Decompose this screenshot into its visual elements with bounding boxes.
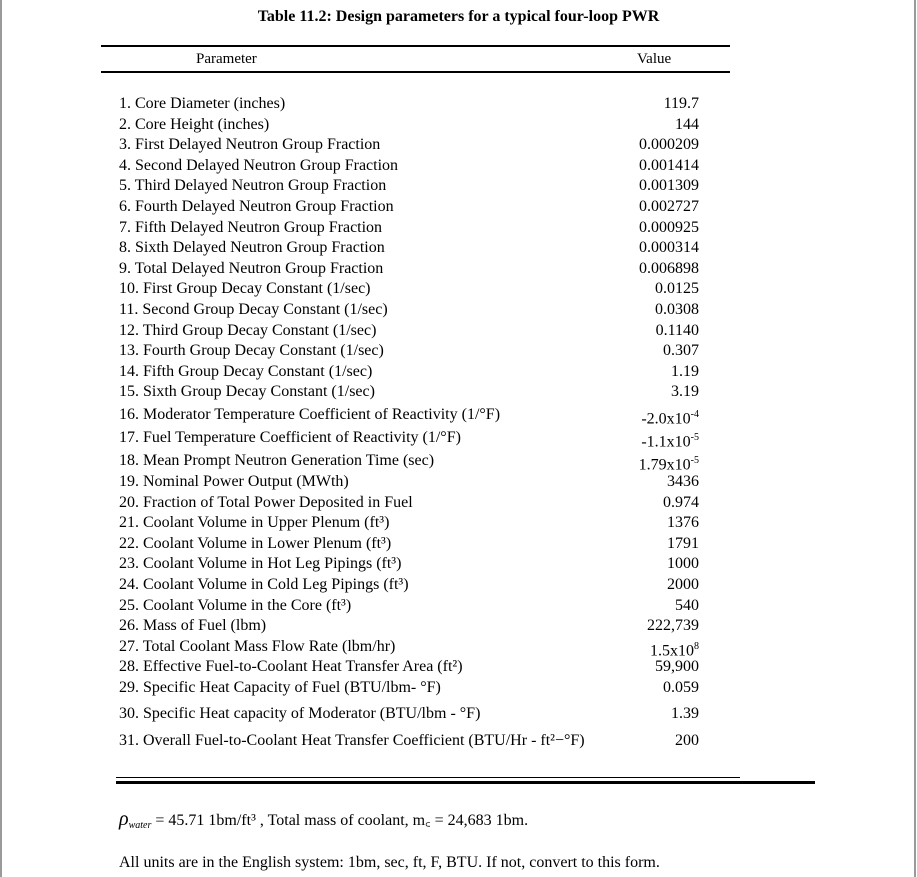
table-row	[119, 321, 699, 341]
table-row	[119, 657, 699, 677]
value-exponent: -5	[690, 432, 699, 444]
parameter-label: 17. Fuel Temperature Coefficient of Reactivity (1/°F)	[119, 429, 461, 447]
parameter-value: 1000	[667, 555, 699, 573]
parameter-label: 5. Third Delayed Neutron Group Fraction	[119, 177, 387, 195]
rho-subscript: water	[128, 820, 152, 831]
parameter-label: 24. Coolant Volume in Cold Leg Pipings (ft³)	[119, 576, 409, 593]
table-row	[119, 616, 699, 636]
table-row	[119, 405, 699, 428]
table-row	[119, 115, 699, 135]
parameter-value: 0.059	[663, 679, 699, 696]
parameter-value: 3436	[667, 473, 699, 490]
column-header-value: Value	[637, 51, 672, 67]
parameter-label: 20. Fraction of Total Power Deposited in Fuel	[119, 493, 413, 511]
table-row	[119, 575, 699, 595]
parameter-value: 0.1140	[655, 321, 699, 339]
parameter-label: 11. Second Group Decay Constant (1/sec)	[119, 301, 388, 318]
value-mantissa: -2.0x10	[641, 410, 691, 428]
table-row	[119, 554, 699, 574]
table-top-rule	[101, 45, 730, 47]
table-row	[119, 156, 699, 176]
table-row	[119, 341, 699, 361]
parameter-label: 2. Core Height (inches)	[119, 115, 270, 133]
table-row	[119, 94, 699, 114]
value-mantissa: -1.1x10	[641, 433, 691, 451]
parameter-value: 540	[675, 596, 699, 614]
parameter-value: 2000	[667, 576, 699, 593]
parameter-value: 0.001309	[639, 177, 699, 195]
parameter-label: 26. Mass of Fuel (lbm)	[119, 617, 267, 635]
value-exponent: -4	[690, 409, 699, 421]
parameter-label: 9. Total Delayed Neutron Group Fraction	[119, 259, 384, 277]
table-title: Table 11.2: Design parameters for a typical four-loop PWR	[257, 8, 660, 25]
table-row	[119, 513, 699, 533]
parameter-label: 12. Third Group Decay Constant (1/sec)	[119, 321, 377, 339]
parameter-label: 8. Sixth Delayed Neutron Group Fraction	[119, 239, 385, 257]
table-row	[119, 451, 699, 474]
units-note: All units are in the English system: 1bm, sec, ft, F, BTU. If not, convert to this form.	[119, 854, 660, 871]
page-left-edge	[0, 0, 2, 877]
table-row	[119, 176, 699, 196]
parameter-value: 3.19	[671, 383, 699, 401]
parameter-value: 0.0125	[655, 280, 699, 298]
table-bottom-rule-thin	[116, 777, 740, 778]
table-row	[119, 300, 699, 320]
parameter-label: 21. Coolant Volume in Upper Plenum (ft³)	[119, 514, 390, 532]
parameter-label: 15. Sixth Group Decay Constant (1/sec)	[119, 383, 375, 401]
parameter-value: 0.000925	[639, 218, 699, 236]
parameter-value: 1.39	[671, 705, 699, 722]
density-note-text: = 45.71 1bm/ft³ , Total mass of coolant, m꜀ = 24,683 1bm.	[155, 812, 529, 829]
parameter-label: 7. Fifth Delayed Neutron Group Fraction	[119, 218, 383, 236]
parameter-label: 14. Fifth Group Decay Constant (1/sec)	[119, 362, 373, 380]
parameter-value: 59,900	[655, 658, 699, 676]
header-bottom-rule	[101, 71, 730, 73]
parameter-value: 0.006898	[639, 259, 699, 277]
table-row	[119, 238, 699, 258]
table-row	[119, 428, 699, 451]
column-header-parameter: Parameter	[196, 51, 257, 67]
value-mantissa: 1.5x10	[650, 642, 694, 660]
parameter-value: 1376	[667, 514, 699, 532]
parameter-value: 0.0308	[655, 301, 699, 318]
table-row	[119, 678, 699, 698]
parameter-value: 1791	[667, 534, 699, 552]
table-row	[119, 704, 699, 724]
parameter-label: 23. Coolant Volume in Hot Leg Pipings (ft³)	[119, 555, 402, 573]
value-mantissa: 1.79x10	[638, 456, 691, 474]
parameter-label: 28. Effective Fuel-to-Coolant Heat Transfer Area (ft²)	[119, 658, 463, 676]
table-row	[119, 218, 699, 238]
table-row	[119, 197, 699, 217]
parameter-label: 1. Core Diameter (inches)	[119, 95, 286, 112]
table-row	[119, 382, 699, 402]
parameter-label: 13. Fourth Group Decay Constant (1/sec)	[119, 342, 384, 360]
table-row	[119, 534, 699, 554]
parameter-label: 31. Overall Fuel-to-Coolant Heat Transfer Coefficient (BTU/Hr - ft²−°F)	[119, 732, 585, 749]
parameter-value: 0.974	[663, 493, 699, 511]
parameter-value: 222,739	[647, 617, 699, 635]
parameter-label: 19. Nominal Power Output (MWth)	[119, 473, 349, 490]
parameter-label: 16. Moderator Temperature Coefficient of Reactivity (1/°F)	[119, 406, 501, 424]
parameter-value: 0.002727	[639, 198, 699, 215]
table-row	[119, 472, 699, 492]
table-row	[119, 596, 699, 616]
parameter-label: 4. Second Delayed Neutron Group Fraction	[119, 156, 399, 174]
table-row	[119, 731, 699, 751]
parameter-value: 119.7	[663, 95, 699, 112]
parameter-value: 0.307	[663, 342, 699, 360]
parameter-label: 25. Coolant Volume in the Core (ft³)	[119, 596, 352, 614]
page-right-edge	[914, 0, 916, 877]
table-row	[119, 637, 699, 660]
value-exponent: -5	[690, 455, 699, 467]
table-row	[119, 279, 699, 299]
table-row	[119, 135, 699, 155]
parameter-label: 29. Specific Heat Capacity of Fuel (BTU/lbm- °F)	[119, 679, 441, 696]
table-bottom-rule-thick	[116, 781, 815, 784]
parameter-label: 10. First Group Decay Constant (1/sec)	[119, 280, 371, 298]
density-note	[119, 808, 528, 831]
parameter-label: 22. Coolant Volume in Lower Plenum (ft³)	[119, 534, 392, 552]
parameter-value: 1.19	[671, 362, 699, 380]
parameter-value	[641, 405, 699, 429]
parameter-label: 27. Total Coolant Mass Flow Rate (lbm/hr)	[119, 637, 396, 655]
parameter-label: 6. Fourth Delayed Neutron Group Fraction	[119, 198, 394, 215]
parameter-value: 0.000314	[639, 239, 699, 257]
table-row	[119, 493, 699, 513]
parameter-value: 0.000209	[639, 136, 699, 154]
parameter-value: 200	[675, 732, 699, 749]
parameter-label: 3. First Delayed Neutron Group Fraction	[119, 136, 381, 154]
parameter-label: 18. Mean Prompt Neutron Generation Time (sec)	[119, 452, 435, 470]
parameter-value	[641, 428, 699, 452]
parameter-label: 30. Specific Heat capacity of Moderator (BTU/lbm - °F)	[119, 705, 481, 722]
parameter-value: 0.001414	[639, 156, 699, 174]
rho-symbol: ρ	[119, 808, 129, 830]
value-exponent: 8	[694, 640, 699, 652]
table-row	[119, 362, 699, 382]
parameter-value: 144	[675, 115, 699, 133]
table-row	[119, 259, 699, 279]
